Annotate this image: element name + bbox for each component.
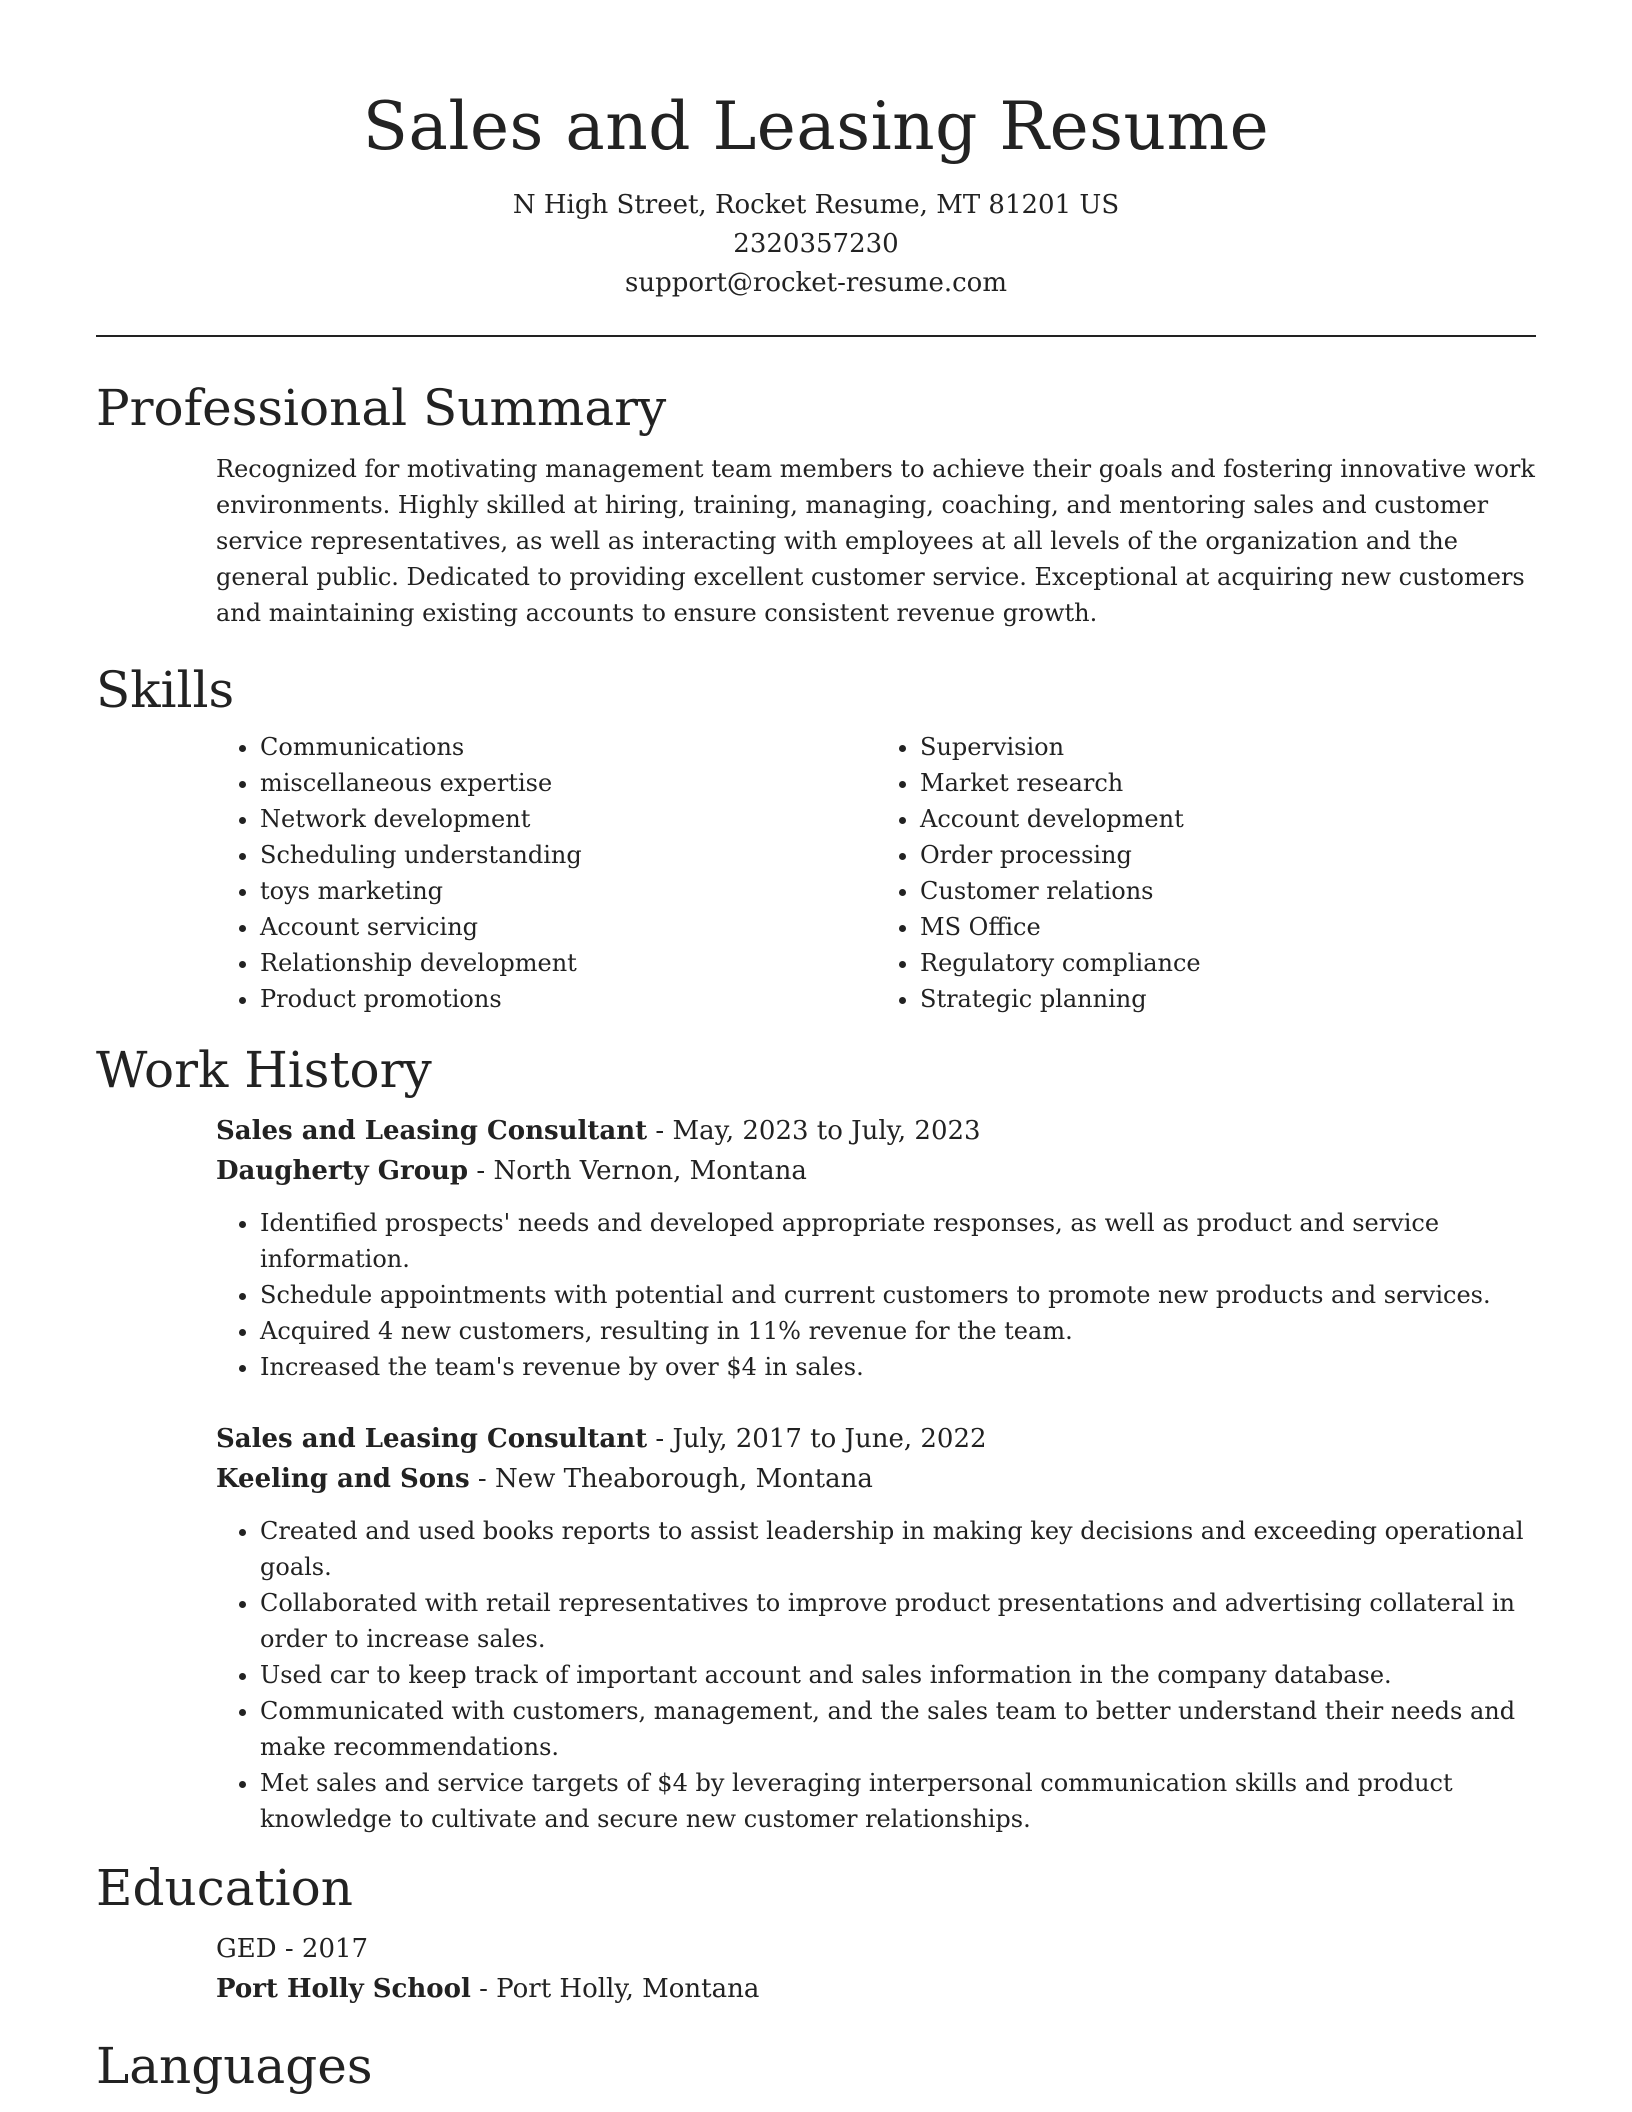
contact-phone: 2320357230 [733, 229, 899, 259]
work-section [96, 1039, 1536, 1837]
job-bullet: • Acquired 4 new customers, resulting in 11% revenue for the team. [260, 1313, 1536, 1349]
job-location: - New Theaborough, Montana [469, 1464, 873, 1494]
languages-heading: Languages [96, 2037, 373, 2095]
summary-text: Recognized for motivating management team members to achieve their goals and fostering innovative work environments. Highly skilled at hiring, training, managing, coaching, and mentoring sales and customer service representatives, as well as interacting with employees at all levels of the organization and the general public. Dedicated to providing excellent customer service. Exceptional at acquiring new customers and maintaining existing accounts to ensure consistent revenue growth. [216, 455, 1535, 627]
skills-grid [216, 729, 1536, 1017]
header-divider [96, 335, 1536, 337]
skill-item: • Account servicing [260, 909, 876, 945]
skill-item: • Account development [920, 801, 1536, 837]
skill-item: • Network development [260, 801, 876, 837]
job-company: Daugherty Group [216, 1156, 469, 1186]
job-entry [216, 1419, 1536, 1837]
job-bullets [216, 1205, 1536, 1385]
skill-item: • Scheduling understanding [260, 837, 876, 873]
education-location: - Port Holly, Montana [470, 1974, 760, 2004]
contact-address: N High Street, Rocket Resume, MT 81201 US [512, 190, 1120, 220]
job-company-line [216, 1459, 1536, 1499]
skill-item: • Relationship development [260, 945, 876, 981]
resume-header [0, 0, 1632, 303]
job-company-line [216, 1151, 1536, 1191]
job-role: Sales and Leasing Consultant [216, 1424, 648, 1454]
skill-item: • MS Office [920, 909, 1536, 945]
job-entry [216, 1111, 1536, 1385]
job-bullet: • Communicated with customers, management, and the sales team to better understand their needs and make recommendations. [260, 1693, 1536, 1765]
education-section [96, 1857, 1536, 2009]
skill-item: • Communications [260, 729, 876, 765]
job-title-line [216, 1111, 1536, 1151]
job-bullet: • Collaborated with retail representatives to improve product presentations and advertising collateral in order to increase sales. [260, 1585, 1536, 1657]
job-dates: - July, 2017 to June, 2022 [647, 1424, 987, 1454]
skill-item: • Supervision [920, 729, 1536, 765]
education-school-line [216, 1969, 1536, 2009]
job-bullet: • Used car to keep track of important account and sales information in the company database. [260, 1657, 1536, 1693]
summary-heading: Professional Summary [96, 379, 667, 437]
skill-item: • Customer relations [920, 873, 1536, 909]
skills-heading: Skills [96, 661, 235, 719]
job-bullets [216, 1513, 1536, 1837]
education-degree: GED - 2017 [216, 1934, 369, 1964]
job-dates: - May, 2023 to July, 2023 [647, 1116, 981, 1146]
job-role: Sales and Leasing Consultant [216, 1116, 648, 1146]
resume-title: Sales and Leasing Resume [362, 88, 1270, 165]
languages-section [96, 2035, 1536, 2097]
education-entry [216, 1929, 1536, 2009]
job-bullet: • Schedule appointments with potential and current customers to promote new products and services. [260, 1277, 1536, 1313]
work-heading: Work History [96, 1041, 432, 1099]
skill-item: • toys marketing [260, 873, 876, 909]
skills-list-left [216, 729, 876, 1017]
skills-section [96, 659, 1536, 1017]
summary-section [96, 377, 1536, 631]
job-bullet: • Created and used books reports to assist leadership in making key decisions and exceeding operational goals. [260, 1513, 1536, 1585]
job-company: Keeling and Sons [216, 1464, 470, 1494]
contact-block [0, 186, 1632, 303]
education-school: Port Holly School [216, 1974, 471, 2004]
job-location: - North Vernon, Montana [468, 1156, 807, 1186]
skill-item: • Market research [920, 765, 1536, 801]
education-heading: Education [96, 1859, 353, 1917]
contact-email: support@rocket-resume.com [624, 268, 1007, 298]
job-header [216, 1111, 1536, 1191]
skill-item: • Product promotions [260, 981, 876, 1017]
skills-list-right [876, 729, 1536, 1017]
job-bullet: • Met sales and service targets of $4 by leveraging interpersonal communication skills and product knowledge to cultivate and secure new customer relationships. [260, 1765, 1536, 1837]
job-header [216, 1419, 1536, 1499]
job-bullet: • Identified prospects' needs and developed appropriate responses, as well as product and service information. [260, 1205, 1536, 1277]
job-title-line [216, 1419, 1536, 1459]
skill-item: • Regulatory compliance [920, 945, 1536, 981]
skill-item: • Order processing [920, 837, 1536, 873]
skill-item: • Strategic planning [920, 981, 1536, 1017]
job-bullet: • Increased the team's revenue by over $4 in sales. [260, 1349, 1536, 1385]
skill-item: • miscellaneous expertise [260, 765, 876, 801]
